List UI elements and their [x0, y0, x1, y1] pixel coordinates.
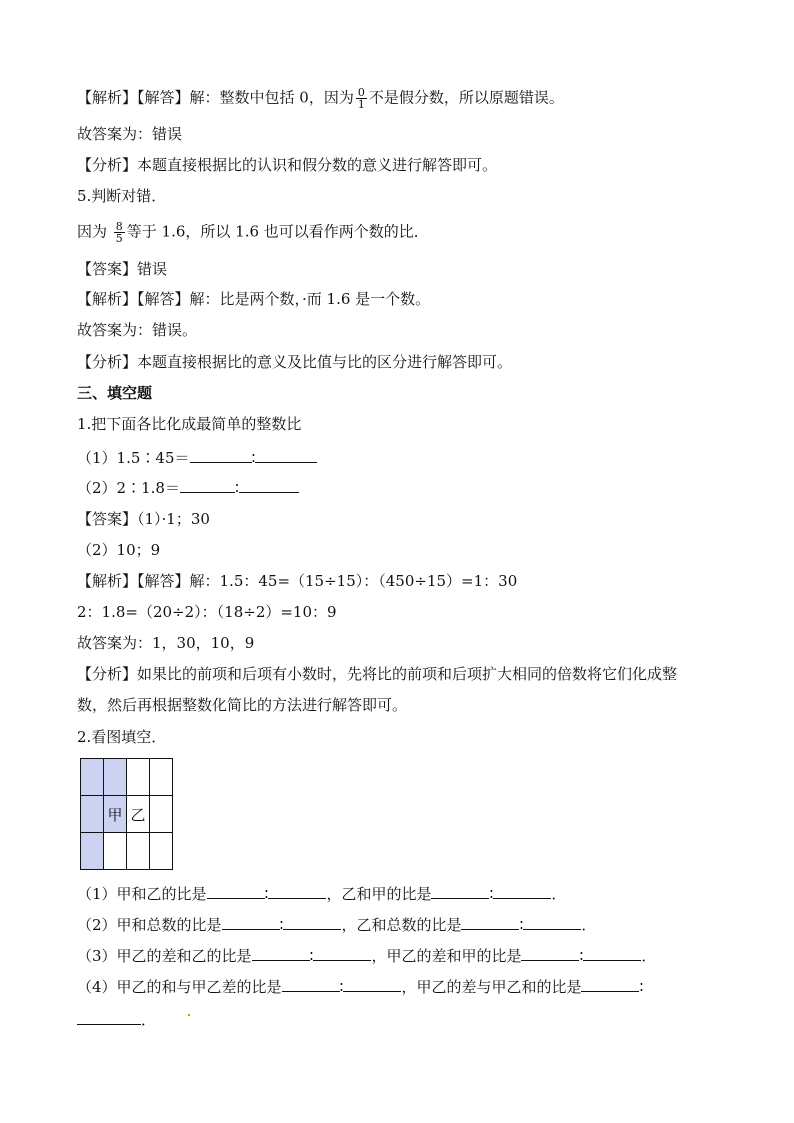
f1-fenxi-1: 【分析】如果比的前项和后项有小数时，先将比的前项和后项扩大相同的倍数将它们化成整 — [77, 665, 678, 683]
fraction-0-1: $\frac{0}{1}$ — [357, 86, 365, 111]
answer-blank[interactable] — [77, 1010, 141, 1025]
f1-analysis-2: 2：1.8=（20÷2）：（18÷2）=10：9 — [77, 603, 337, 621]
stray-mark — [188, 1014, 190, 1016]
f1-fenxi-2: 数，然后再根据整数化简比的方法进行解答即可。 — [77, 696, 408, 714]
colon: ∶ — [519, 916, 524, 934]
f2-q4-label-b: ，甲乙的差与甲乙和的比是 — [401, 978, 582, 996]
f1-answer-2: （2）10；9 — [77, 541, 161, 559]
answer-blank[interactable] — [255, 448, 317, 463]
grid-cell — [127, 759, 150, 796]
section-title: 三、填空题 — [77, 384, 153, 402]
colon: ∶ — [339, 978, 344, 996]
f2-q3-label-a: （3）甲乙的差和乙的比是 — [77, 947, 252, 965]
f1-part2-label: （2）2∶1.8＝ — [77, 479, 180, 497]
answer-blank[interactable] — [523, 915, 581, 930]
f2-q2-label-a: （2）甲和总数的比是 — [77, 916, 222, 934]
q5-answer-is: 故答案为：错误。 — [77, 321, 198, 339]
grid-cell-yi: 乙 — [127, 796, 150, 833]
f2-q4 — [77, 977, 643, 997]
grid-cell — [104, 833, 127, 870]
grid-cell — [150, 759, 173, 796]
ratio-grid-figure — [80, 758, 173, 870]
colon: ∶ — [251, 449, 256, 467]
colon: ∶ — [489, 885, 494, 903]
f2-q2 — [77, 915, 596, 935]
f1-part1-label: （1）1.5∶45＝ — [77, 449, 190, 467]
grid-cell — [150, 796, 173, 833]
q5-stem-prefix: 因为 — [77, 222, 112, 241]
grid-cell-shaded — [81, 796, 104, 833]
answer-blank[interactable] — [431, 884, 489, 899]
colon: ∶ — [579, 947, 584, 965]
f1-part2 — [77, 478, 299, 498]
colon: ∶ — [279, 916, 284, 934]
colon: ∶ — [309, 947, 314, 965]
f1-answer-is: 故答案为：1，30，10，9 — [77, 634, 255, 652]
q4-analysis-suffix: 不是假分数，所以原题错误。 — [368, 88, 564, 107]
answer-blank[interactable] — [583, 946, 641, 961]
answer-blank[interactable] — [252, 946, 310, 961]
answer-blank[interactable] — [282, 977, 340, 992]
answer-blank[interactable] — [222, 915, 280, 930]
q5-stem-suffix: 等于 1.6，所以 1.6 也可以看作两个数的比． — [126, 222, 429, 241]
answer-blank[interactable] — [313, 946, 371, 961]
q4-analysis-prefix: 【解析】【解答】解：整数中包括 0，因为 — [77, 88, 354, 107]
q5-answer: 【答案】错误 — [77, 260, 168, 278]
f2-q3 — [77, 946, 656, 966]
answer-blank[interactable] — [283, 915, 341, 930]
grid-cell — [127, 833, 150, 870]
f2-q3-label-b: ，甲乙的差和甲的比是 — [371, 947, 522, 965]
answer-blank[interactable] — [493, 884, 551, 899]
period: ． — [581, 916, 597, 934]
period: ． — [641, 947, 657, 965]
q5-title: 5.判断对错． — [77, 187, 167, 205]
answer-blank[interactable] — [207, 884, 265, 899]
f2-q1-label-a: （1）甲和乙的比是 — [77, 885, 207, 903]
period: ． — [551, 885, 567, 903]
answer-blank[interactable] — [581, 977, 639, 992]
answer-blank[interactable] — [180, 478, 235, 493]
q4-fenxi: 【分析】本题直接根据比的认识和假分数的意义进行解答即可。 — [77, 156, 498, 174]
q5-stem — [77, 220, 429, 245]
fraction-8-5: $\frac{8}{5}$ — [115, 220, 123, 245]
f2-title: 2.看图填空． — [77, 728, 167, 746]
answer-blank[interactable] — [190, 448, 252, 463]
answer-blank[interactable] — [521, 946, 579, 961]
q4-answer-is: 故答案为：错误 — [77, 125, 183, 143]
f2-q2-label-b: ，乙和总数的比是 — [341, 916, 462, 934]
f2-q4-cont — [77, 1010, 156, 1030]
q5-fenxi: 【分析】本题直接根据比的意义及比值与比的区分进行解答即可。 — [77, 353, 513, 371]
grid-cell — [150, 833, 173, 870]
f1-title: 1.把下面各比化成最简单的整数比 — [77, 415, 302, 433]
colon: ∶ — [264, 885, 269, 903]
colon: ∶ — [234, 479, 239, 497]
f2-q4-label-a: （4）甲乙的和与甲乙差的比是 — [77, 978, 282, 996]
f1-part1 — [77, 448, 317, 468]
answer-blank[interactable] — [343, 977, 401, 992]
grid-cell-shaded — [81, 833, 104, 870]
f1-answer-1: 【答案】（1）·1；30 — [77, 510, 210, 528]
answer-blank[interactable] — [239, 478, 299, 493]
colon: ∶ — [639, 978, 644, 996]
q5-analysis: 【解析】【解答】解：比是两个数，·而 1.6 是一个数。 — [77, 290, 431, 308]
grid-cell-shaded — [104, 759, 127, 796]
answer-blank[interactable] — [461, 915, 519, 930]
q4-analysis — [77, 86, 564, 111]
grid-cell-shaded — [81, 759, 104, 796]
f1-analysis-1: 【解析】【解答】解：1.5：45=（15÷15）：（450÷15）=1：30 — [77, 572, 518, 590]
answer-blank[interactable] — [268, 884, 326, 899]
f2-q1-label-b: ，乙和甲的比是 — [326, 885, 432, 903]
f2-q1 — [77, 884, 566, 904]
period: ． — [141, 1011, 157, 1029]
grid-cell-jia: 甲 — [104, 796, 127, 833]
